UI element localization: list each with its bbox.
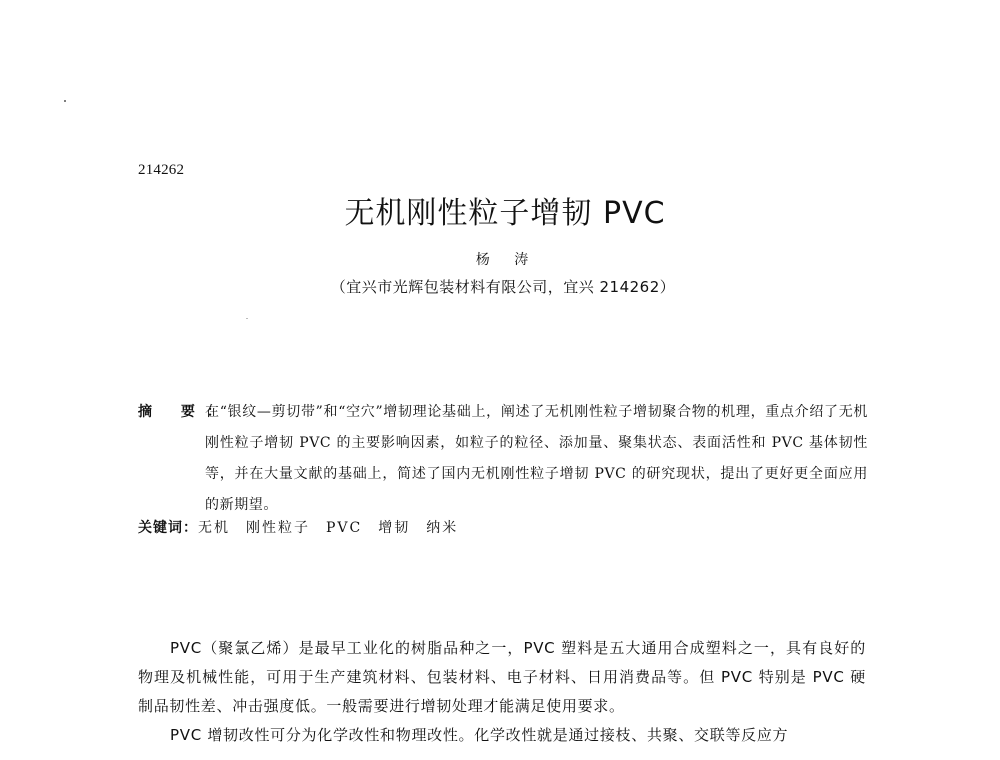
abstract-text: 在“银纹—剪切带”和“空穴”增韧理论基础上，阐述了无机刚性粒子增韧聚合物的机理，重点介绍了无机刚性粒子增韧 PVC 的主要影响因素，如粒子的粒径、添加量、聚集状态、表面活性和 PVC 基体韧性等，并在大量文献的基础上，简述了国内无机刚性粒子增韧 PVC 的研究现状，提出了更好更全面应用的新期望。 [205,404,868,513]
abstract-section [138,397,868,521]
paper-title: 无机刚性粒子增韧 PVC [344,196,666,231]
keyword: PVC [326,520,363,536]
keyword: 无机 [198,520,230,536]
author-affiliation: （宜兴市光辉包装材料有限公司，宜兴 214262） [330,278,676,296]
document-number: 214262 [138,162,185,178]
abstract-label: 摘 要： [138,404,233,420]
body-paragraph: PVC 增韧改性可分为化学改性和物理改性。化学改性就是通过接枝、共聚、交联等反应方 [170,726,789,744]
scan-speck [64,100,66,102]
author-name: 杨 涛 [475,252,539,268]
body-paragraph: PVC（聚氯乙烯）是最早工业化的树脂品种之一，PVC 塑料是五大通用合成塑料之一，具有良好的物理及机械性能，可用于生产建筑材料、包装材料、电子材料、日用消费品等。但 PVC 特别是 PVC 硬制品韧性差、冲击强度低。一般需要进行增韧处理才能满足使用要求。 [138,639,866,715]
body-text [138,634,866,750]
keyword: 增韧 [378,520,411,536]
keywords-section [138,514,474,542]
keyword: 纳米 [426,520,459,536]
keywords-label: 关键词： [138,520,198,536]
scan-dot [246,318,248,319]
keyword: 刚性粒子 [246,520,310,536]
